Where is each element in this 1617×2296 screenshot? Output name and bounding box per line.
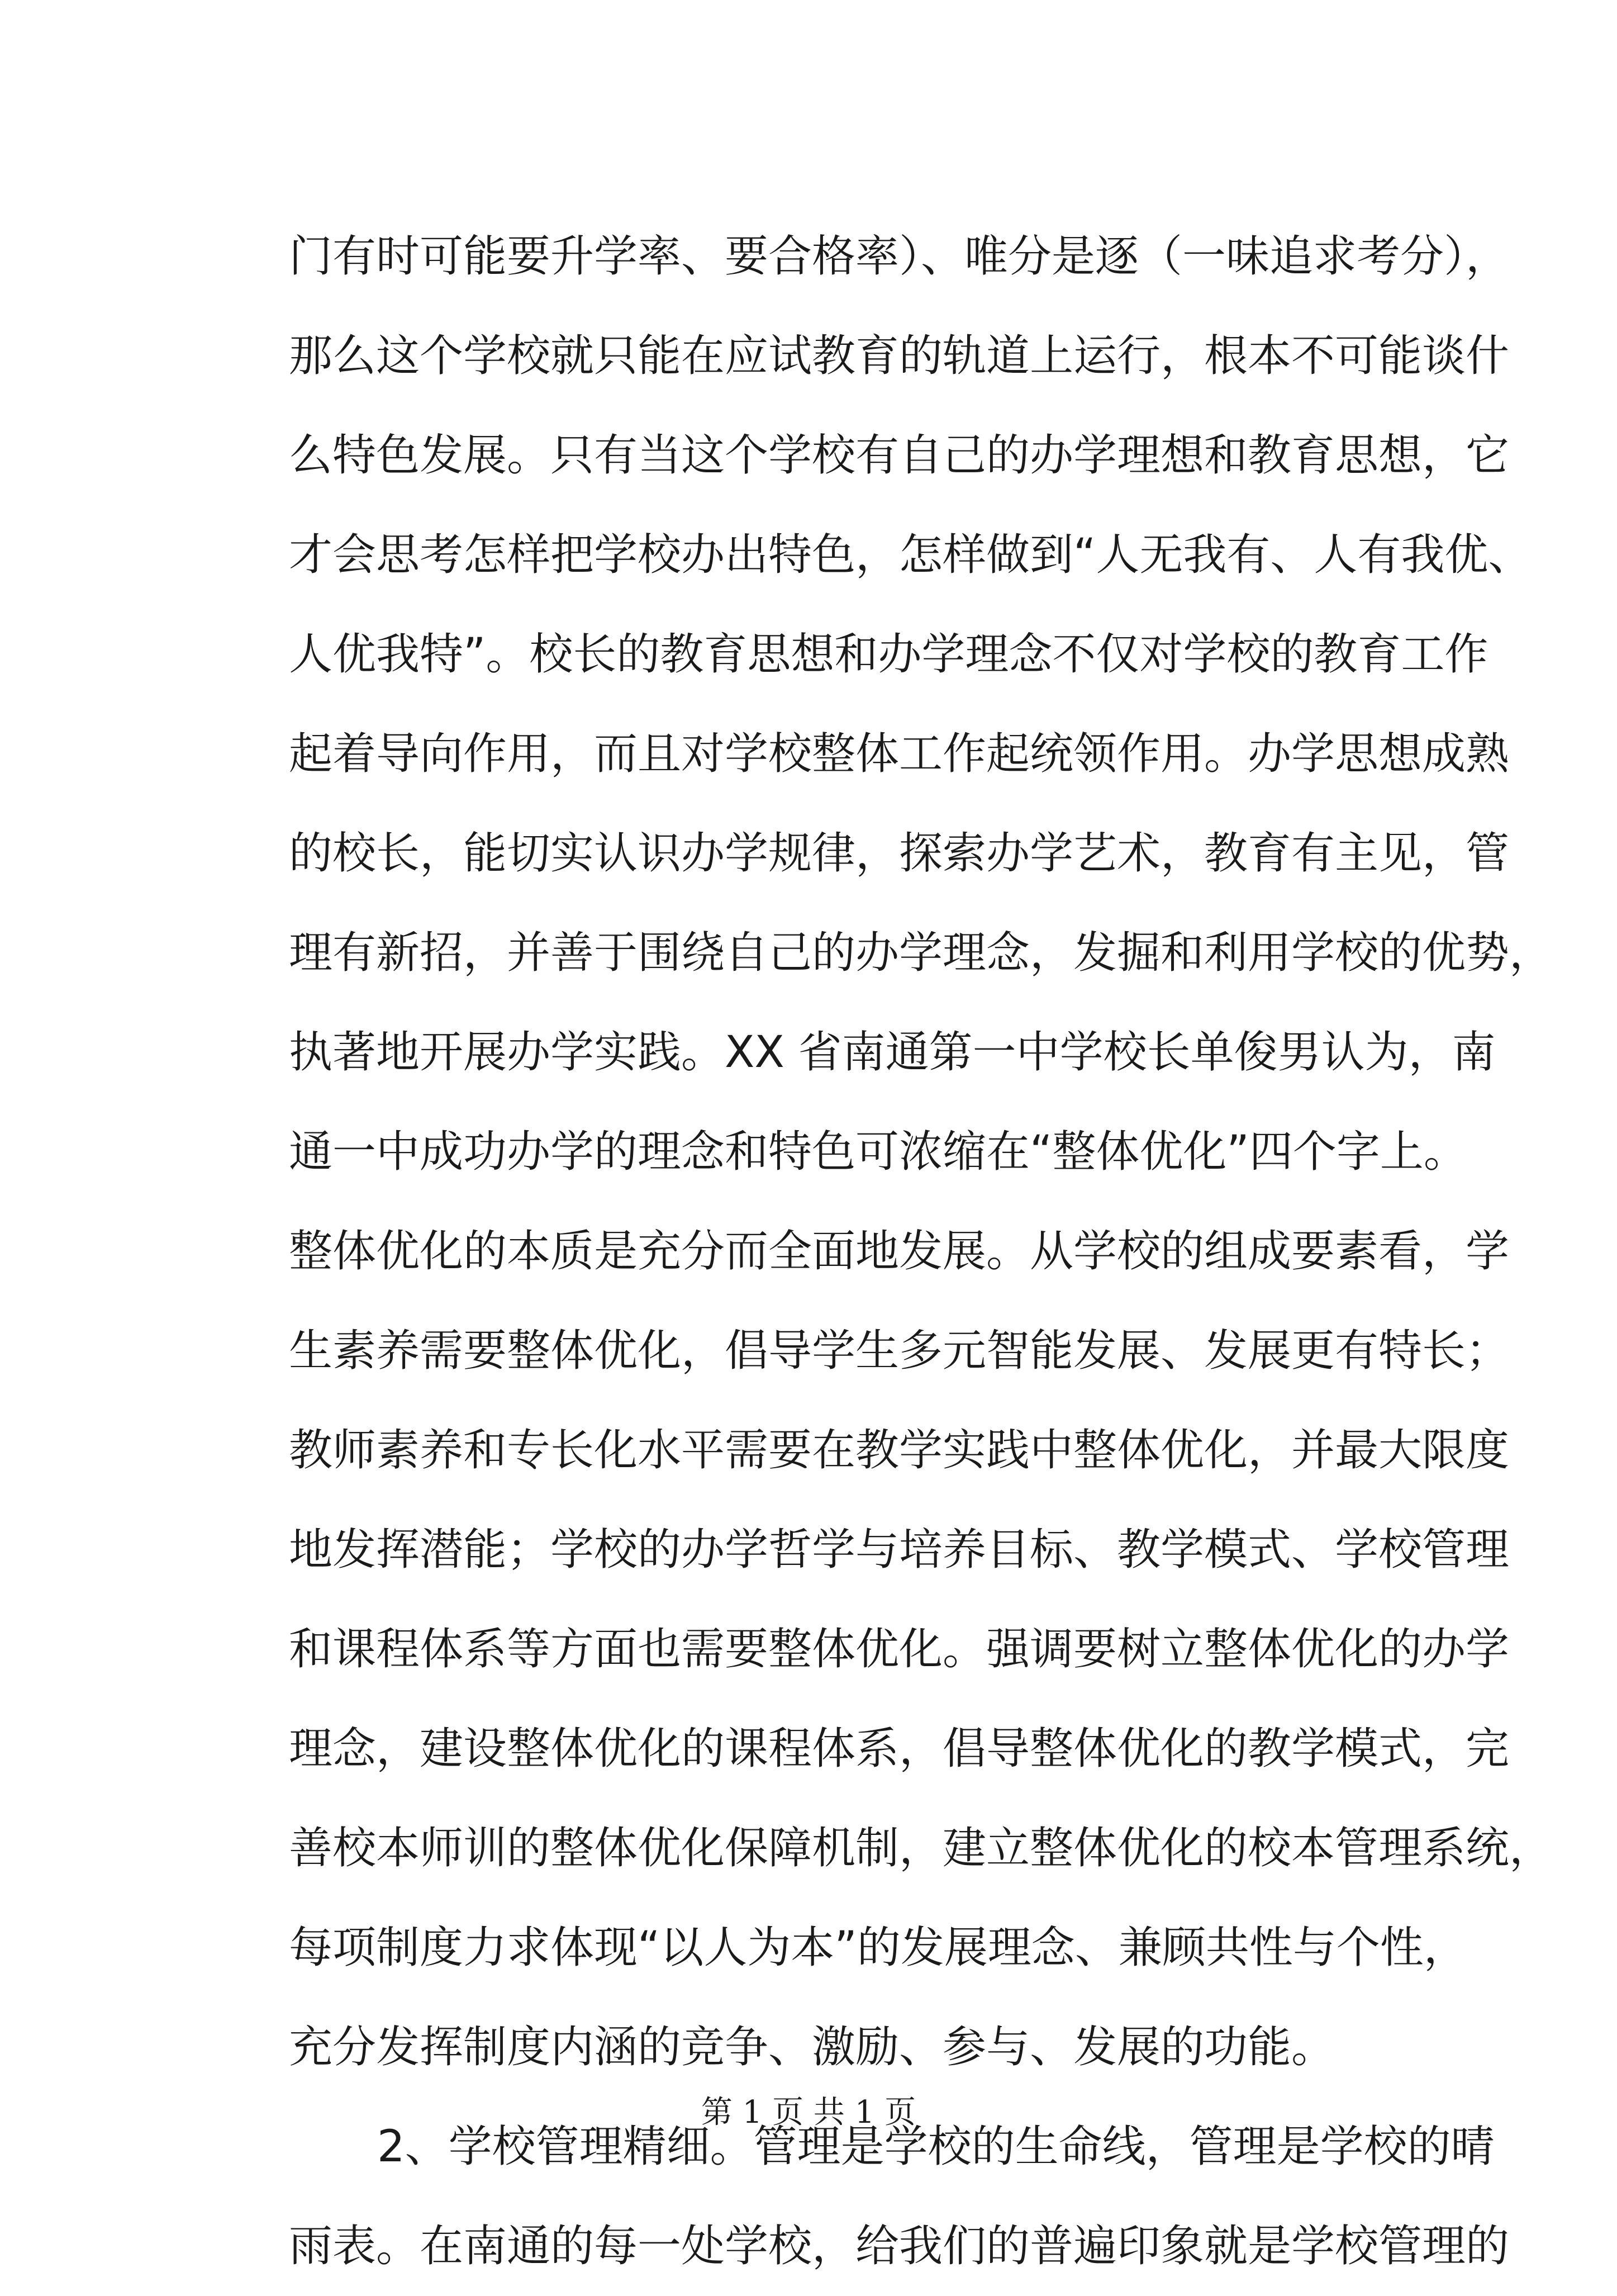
text-line: 人优我特”。校长的教育思想和办学理念不仅对学校的教育工作 [289, 629, 1488, 680]
text-line: 理有新招，并善于围绕自己的办学理念，发掘和利用学校的优势， [289, 928, 1553, 978]
text-line: 门有时可能要升学率、要合格率）、唯分是逐（一味追求考分）， [289, 231, 1510, 282]
text-line: 教师素养和专长化水平需要在教学实践中整体优化，并最大限度 [289, 1425, 1510, 1476]
text-line: 通一中成功办学的理念和特色可浓缩在“整体优化”四个字上。 [289, 1127, 1467, 1177]
paragraph-end-line: 充分发挥制度内涵的竞争、激励、参与、发展的功能。 [289, 2022, 1335, 2072]
text-line: 雨表。在南通的每一处学校，给我们的普遍印象就是学校管理的 [289, 2221, 1510, 2271]
text-line: 生素养需要整体优化，倡导学生多元智能发展、发展更有特长； [289, 1326, 1510, 1376]
text-line: 地发挥潜能；学校的办学哲学与培养目标、教学模式、学校管理 [289, 1525, 1510, 1575]
text-line: 起着导向作用，而且对学校整体工作起统领作用。办学思想成熟 [289, 729, 1510, 779]
body-text [289, 207, 1553, 2296]
text-line: 那么这个学校就只能在应试教育的轨道上运行，根本不可能谈什 [289, 331, 1510, 381]
text-line: 每项制度力求体现“以人为本”的发展理念、兼顾共性与个性， [289, 1923, 1467, 1973]
text-line: 整体优化的本质是充分而全面地发展。从学校的组成要素看，学 [289, 1226, 1510, 1277]
text-line: 才会思考怎样把学校办出特色，怎样做到“人无我有、人有我优、 [289, 530, 1532, 580]
text-line: 的校长，能切实认识办学规律，探索办学艺术，教育有主见，管 [289, 828, 1510, 879]
page-number-footer: 第 1 页 共 1 页 [701, 2094, 916, 2131]
text-line: 善校本师训的整体优化保障机制，建立整体优化的校本管理系统， [289, 1823, 1553, 1873]
paragraph-start-line: 2、学校管理精细。管理是学校的生命线，管理是学校的晴 [377, 2122, 1495, 2172]
text-line: 执著地开展办学实践。XX 省南通第一中学校长单俊男认为，南 [289, 1027, 1496, 1078]
text-line: 和课程体系等方面也需要整体优化。强调要树立整体优化的办学 [289, 1624, 1510, 1674]
text-line: 么特色发展。只有当这个学校有自己的办学理想和教育思想，它 [289, 430, 1510, 481]
text-line: 理念，建设整体优化的课程体系，倡导整体优化的教学模式，完 [289, 1724, 1510, 1774]
